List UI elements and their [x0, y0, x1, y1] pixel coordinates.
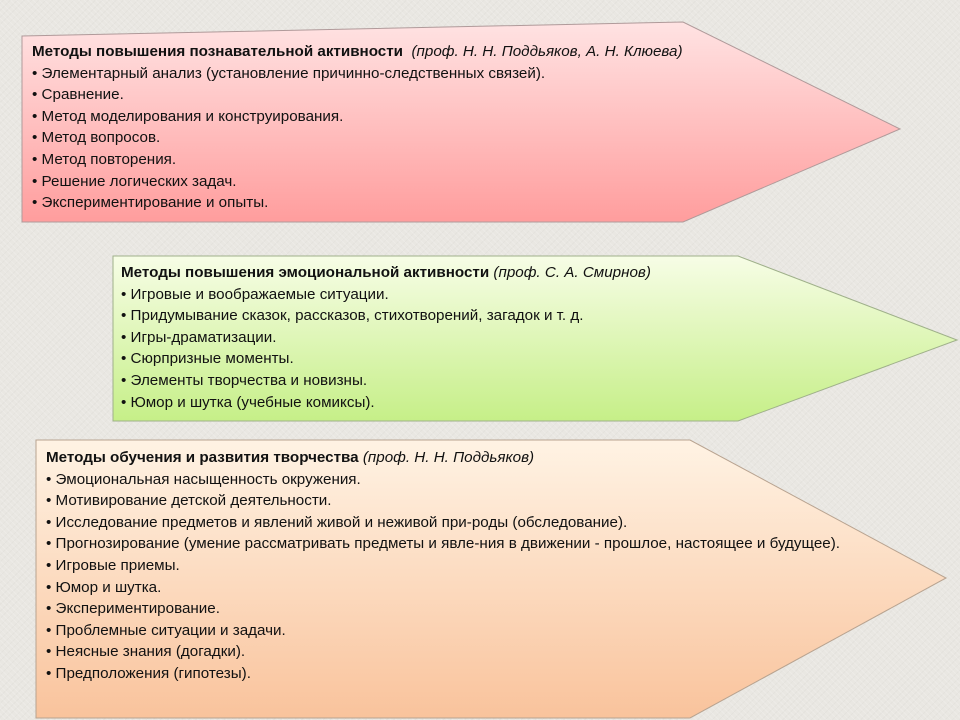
block-author: (проф. С. А. Смирнов)	[493, 264, 651, 281]
block-title: Методы повышения эмоциональной активности	[121, 264, 490, 281]
list-item: • Элементы творчества и новизны.	[121, 371, 368, 389]
list-item: • Решение логических задач.	[32, 172, 237, 190]
list-item: • Игровые и воображаемые ситуации.	[121, 285, 389, 303]
list-item: • Прогнозирование (умение рассматривать предметы и явле-ния в движении - прошлое, настоящее и будущее).	[46, 535, 840, 553]
methods-block-emotional	[121, 262, 941, 413]
list-item: • Сюрпризные моменты.	[121, 350, 294, 368]
list-item: • Экспериментирование и опыты.	[32, 194, 269, 212]
list-item: • Неясные знания (догадки).	[46, 643, 246, 661]
block-heading	[121, 262, 941, 284]
block-title: Методы обучения и развития творчества	[46, 449, 359, 466]
list-item: • Игры-драматизации.	[121, 328, 277, 346]
list-item: • Исследование предметов и явлений живой и неживой при-роды (обследование).	[46, 513, 628, 531]
list-item: • Предположения (гипотезы).	[46, 664, 251, 682]
list-item: • Сравнение.	[32, 86, 124, 104]
list-item: • Экспериментирование.	[46, 600, 220, 618]
block-author: (проф. Н. Н. Поддьяков)	[362, 449, 535, 466]
list-item: • Метод вопросов.	[32, 129, 161, 147]
list-item: • Элементарный анализ (установление причинно-следственных связей).	[32, 64, 546, 82]
list-item: • Мотивирование детской деятельности.	[46, 492, 332, 510]
list-item: • Метод повторения.	[32, 150, 177, 168]
methods-block-creativity	[46, 447, 846, 685]
list-item: • Метод моделирования и конструирования.	[32, 107, 344, 125]
block-title: Методы повышения познавательной активности	[32, 43, 404, 60]
list-item: • Игровые приемы.	[46, 556, 180, 574]
list-item: • Юмор и шутка (учебные комиксы).	[121, 393, 375, 411]
list-item: • Придумывание сказок, рассказов, стихотворений, загадок и т. д.	[121, 307, 584, 325]
list-item: • Эмоциональная насыщенность окружения.	[46, 470, 361, 488]
block-author: (проф. Н. Н. Поддьяков, А. Н. Клюева)	[411, 43, 683, 60]
block-heading	[46, 447, 846, 469]
methods-block-cognitive	[32, 41, 882, 214]
list-item: • Проблемные ситуации и задачи.	[46, 621, 286, 639]
block-heading	[32, 41, 882, 63]
list-item: • Юмор и шутка.	[46, 578, 162, 596]
